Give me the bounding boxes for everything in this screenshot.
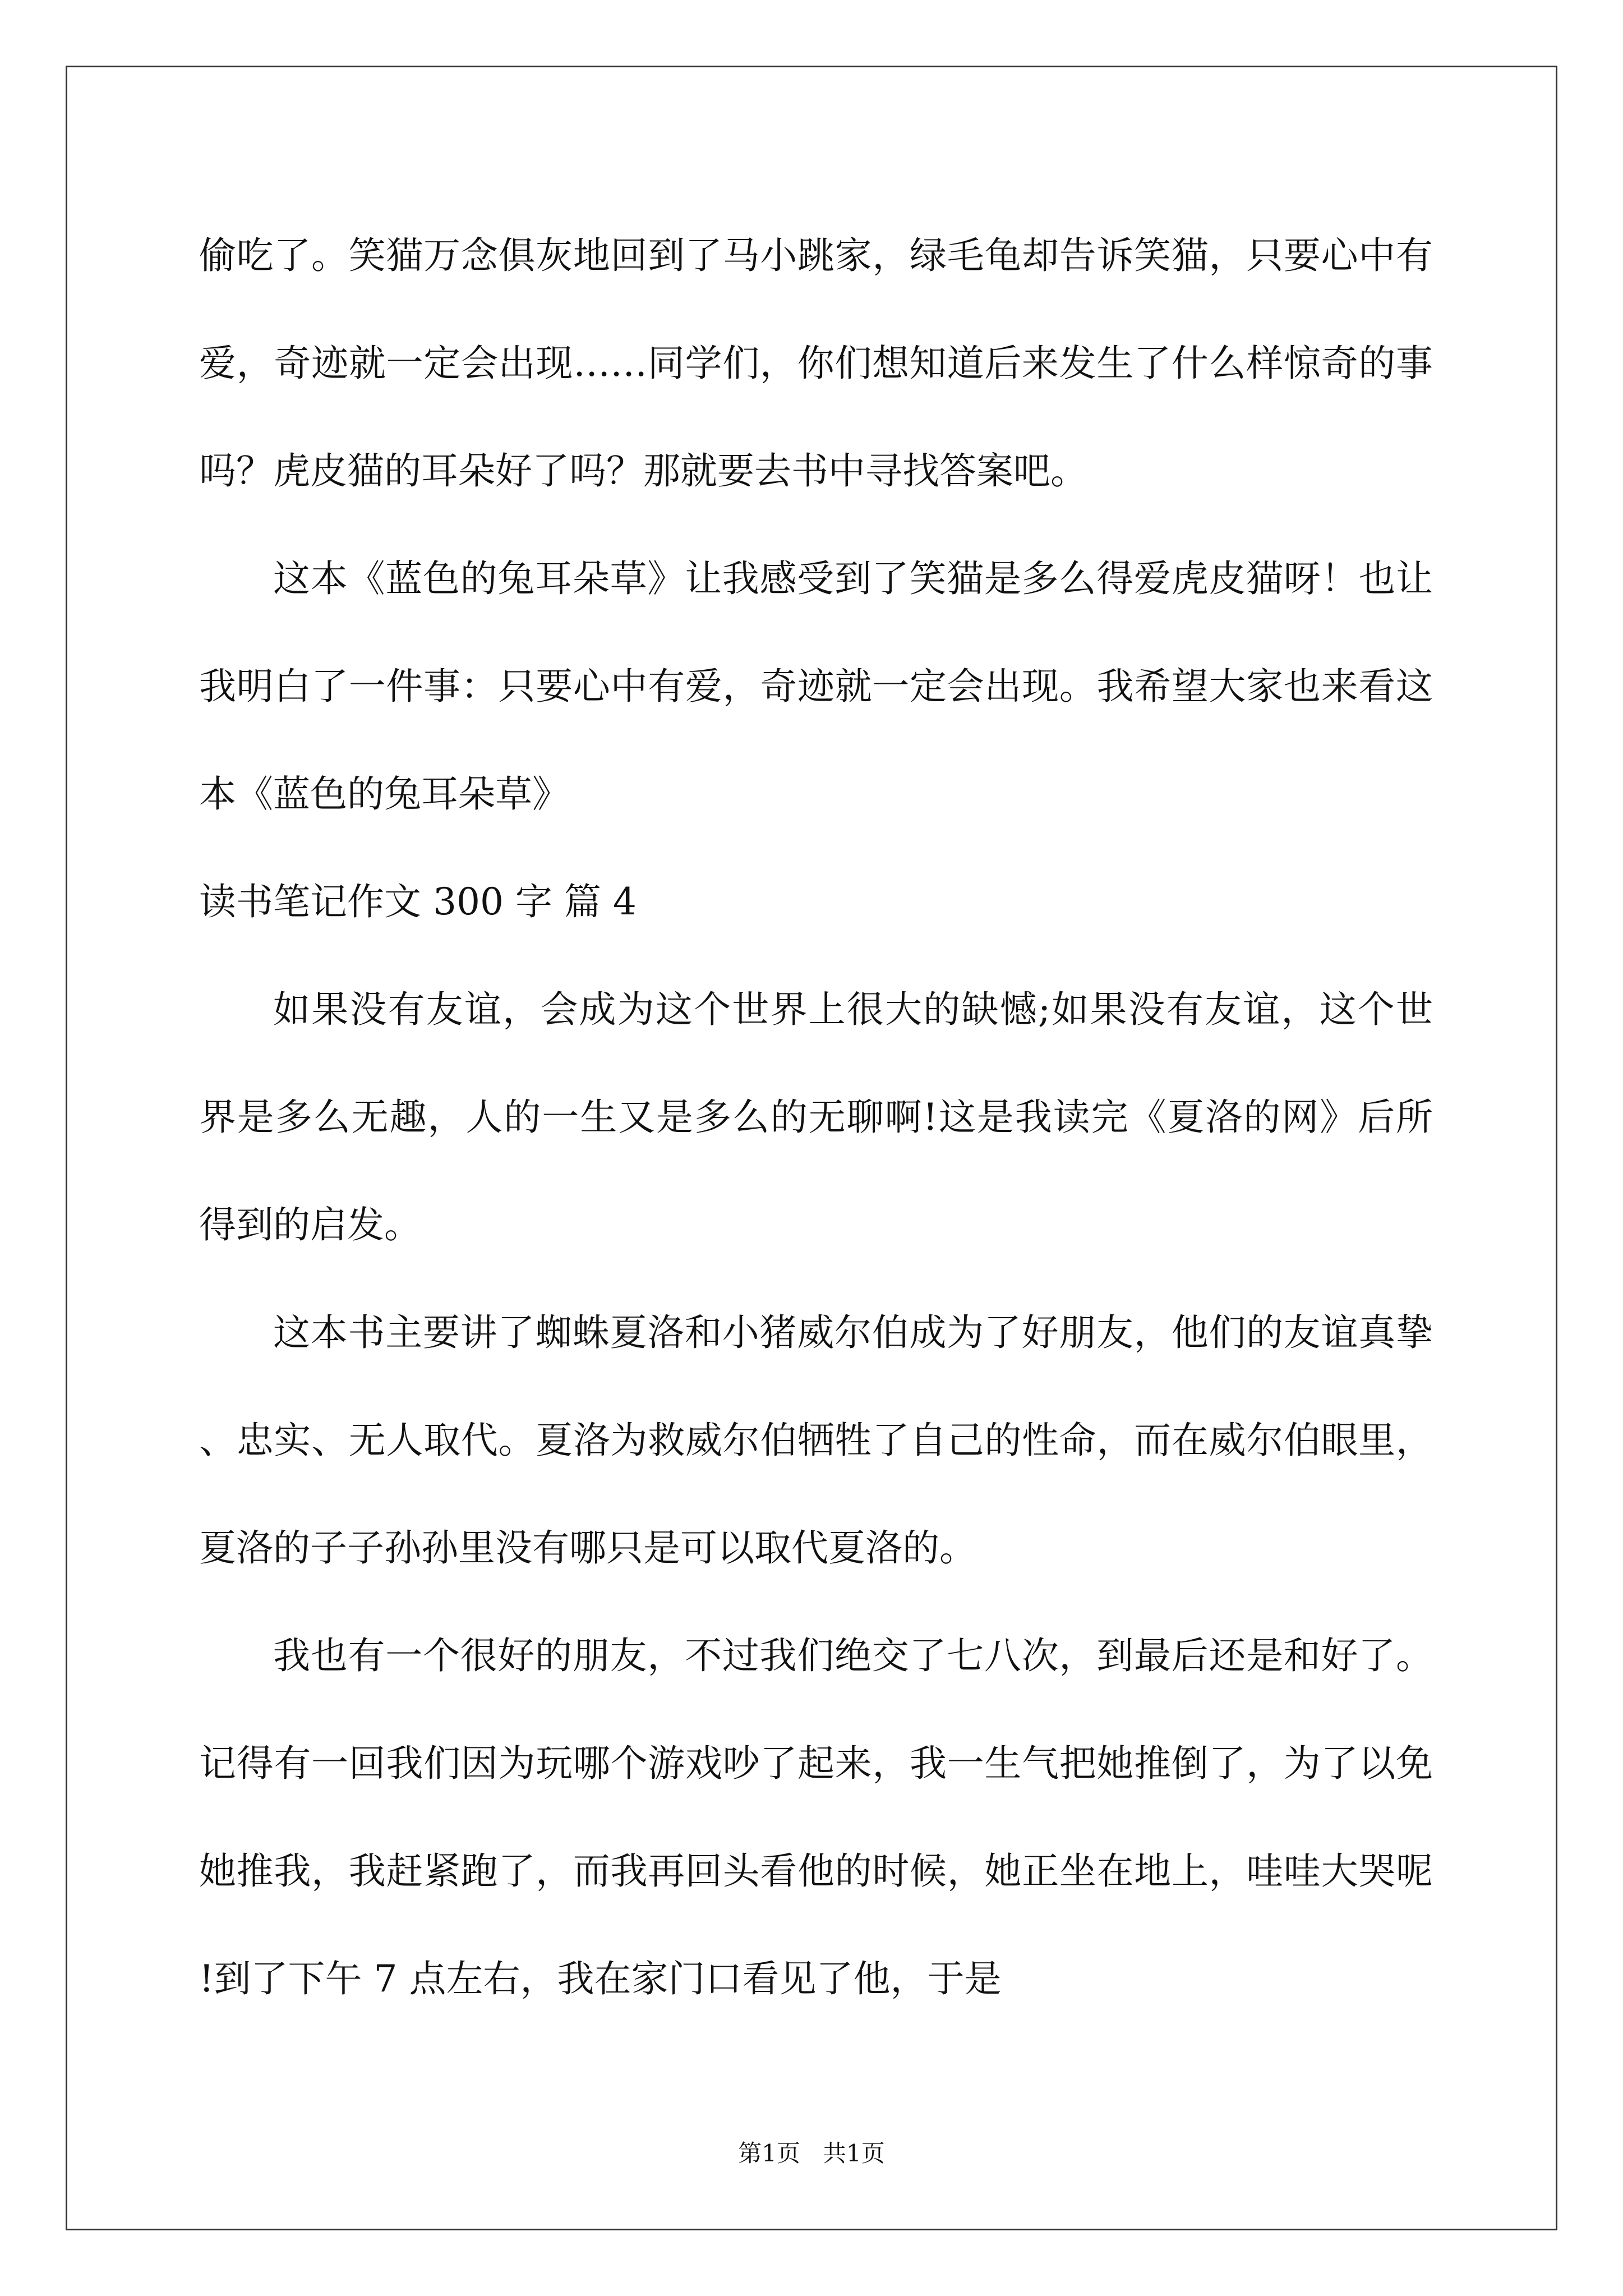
page-footer: 第1页 共1页 [738, 2139, 885, 2167]
section-paragraph-3: 我也有一个很好的朋友，不过我们绝交了七八次，到最后还是和好了。记得有一回我们因为玩哪个游戏吵了起来，我一生气把她推倒了，为了以免她推我，我赶紧跑了，而我再回头看他的时候，她正坐在地上，哇哇大哭呢!到了下午 7 点左右，我在家门口看见了他，于是 [199, 1634, 1433, 2000]
document-body [199, 202, 1433, 2033]
section-paragraph-2: 这本书主要讲了蜘蛛夏洛和小猪威尔伯成为了好朋友，他们的友谊真挚、忠实、无人取代。夏洛为救威尔伯牺牲了自己的性命，而在威尔伯眼里，夏洛的子子孙孙里没有哪只是可以取代夏洛的。 [199, 1311, 1433, 1570]
section-paragraph-1: 如果没有友谊，会成为这个世界上很大的缺憾;如果没有友谊，这个世界是多么无趣，人的一生又是多么的无聊啊!这是我读完《夏洛的网》后所得到的启发。 [199, 988, 1433, 1246]
section-heading: 读书笔记作文 300 字 篇 4 [199, 880, 637, 923]
paragraph-1: 偷吃了。笑猫万念俱灰地回到了马小跳家，绿毛龟却告诉笑猫，只要心中有爱，奇迹就一定会出现……同学们，你们想知道后来发生了什么样惊奇的事吗？虎皮猫的耳朵好了吗？那就要去书中寻找答案吧。 [199, 234, 1433, 493]
paragraph-2: 这本《蓝色的兔耳朵草》让我感受到了笑猫是多么得爱虎皮猫呀！也让我明白了一件事：只要心中有爱，奇迹就一定会出现。我希望大家也来看这本《蓝色的兔耳朵草》 [199, 557, 1433, 816]
